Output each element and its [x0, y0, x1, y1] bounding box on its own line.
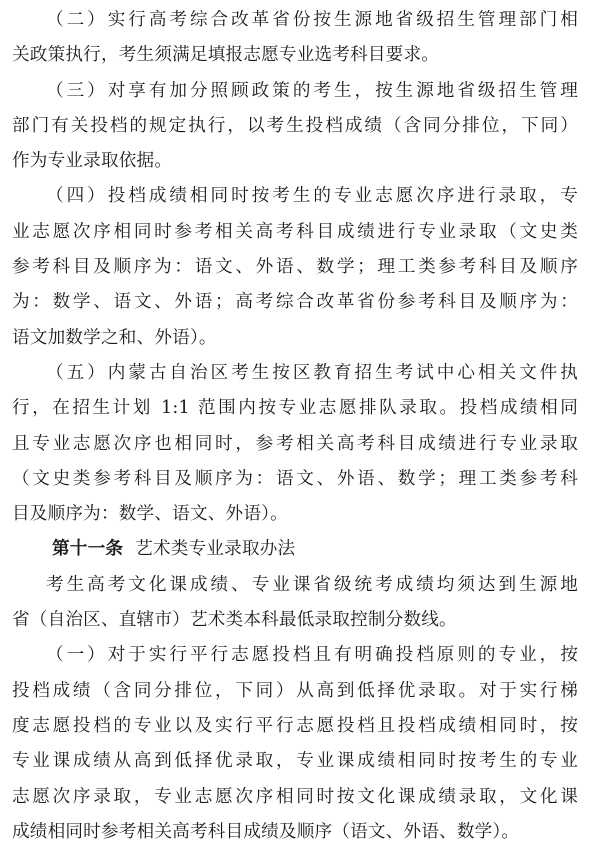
text-line: 且专业志愿次序也相同时，参考相关高考科目成绩进行专业录取	[12, 433, 578, 454]
article-title: 艺术类专业录取办法	[135, 539, 296, 560]
text-line: 省（自治区、直辖市）艺术类本科最低录取控制分数线。	[12, 610, 457, 631]
text-line: 为：数学、语文、外语；高考综合改革省份参考科目及顺序为：	[12, 292, 578, 313]
text-line: （三）对享有加分照顾政策的考生，按生源地省级招生管理	[46, 80, 578, 101]
text-line: 志愿次序录取，专业志愿次序相同时按文化课成绩录取，文化课	[12, 786, 578, 807]
text-line: 参考科目及顺序为：语文、外语、数学；理工类参考科目及顺序	[12, 257, 578, 278]
text-line: 部门有关投档的规定执行，以考生投档成绩（含同分排位，下同）	[12, 115, 578, 136]
text-line: 业志愿次序相同时参考相关高考科目成绩进行专业录取（文史类	[12, 221, 578, 242]
text-line: （文史类参考科目及顺序为：语文、外语、数学；理工类参考科	[12, 468, 578, 489]
text-line: （五）内蒙古自治区考生按区教育招生考试中心相关文件执	[46, 362, 578, 383]
text-line: 语文加数学之和、外语）。	[12, 327, 217, 348]
text-line: （二）实行高考综合改革省份按生源地省级招生管理部门相	[46, 10, 578, 30]
text-line: 度志愿投档的专业以及实行平行志愿投档且投档成绩相同时，按	[12, 715, 578, 736]
text-line: 考生高考文化课成绩、专业课省级统考成绩均须达到生源地	[46, 574, 578, 595]
text-line: 专业课成绩从高到低择优录取，专业课成绩相同时按考生的专业	[12, 751, 578, 772]
article-number: 第十一条	[52, 539, 124, 560]
text-line: 目及顺序为：数学、语文、外语）。	[12, 504, 288, 525]
text-line: 关政策执行，考生须满足填报志愿专业选考科目要求。	[12, 45, 440, 66]
document-page	[12, 3, 578, 850]
text-line: 投档成绩（含同分排位，下同）从高到低择优录取。对于实行梯	[12, 680, 578, 701]
text-line: （一）对于实行平行志愿投档且有明确投档原则的专业，按	[46, 645, 578, 666]
text-line: 行，在招生计划 1:1 范围内按专业志愿排队录取。投档成绩相同	[12, 398, 578, 419]
text-line: （四）投档成绩相同时按考生的专业志愿次序进行录取，专	[46, 186, 578, 207]
text-line: 作为专业录取依据。	[12, 151, 173, 172]
article-heading	[12, 532, 578, 567]
text-line: 成绩相同时参考相关高考科目成绩及顺序（语文、外语、数学）。	[12, 821, 520, 842]
